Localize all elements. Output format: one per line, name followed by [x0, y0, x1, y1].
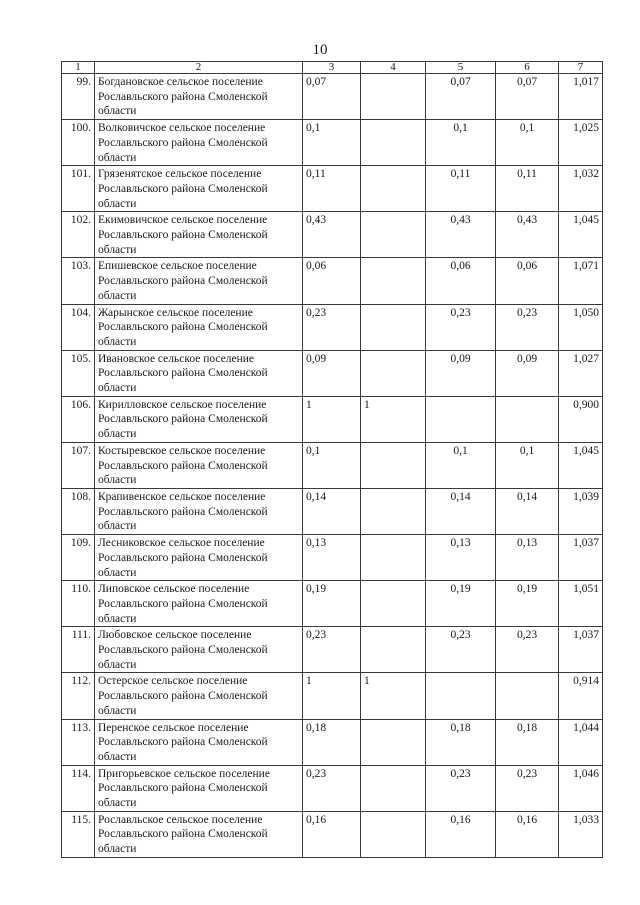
- col-5-value: 0,16: [426, 811, 496, 857]
- col-4-value: [361, 166, 426, 212]
- table-row: [62, 442, 603, 488]
- row-number: 107.: [62, 442, 95, 488]
- row-number: 110.: [62, 581, 95, 627]
- row-number: 99.: [62, 74, 95, 120]
- header-col-6: 6: [496, 62, 559, 74]
- col-6-value: [496, 396, 559, 442]
- col-4-value: [361, 120, 426, 166]
- col-6-value: [496, 673, 559, 719]
- row-number: 114.: [62, 765, 95, 811]
- col-7-value: 1,017: [559, 74, 603, 120]
- settlement-name: Перенское сельское поселение Рославльского района Смоленской области: [95, 719, 303, 765]
- col-5-value: 0,23: [426, 765, 496, 811]
- col-4-value: 1: [361, 673, 426, 719]
- col-6-value: 0,18: [496, 719, 559, 765]
- col-4-value: [361, 765, 426, 811]
- settlement-name: Епишевское сельское поселение Рославльского района Смоленской области: [95, 258, 303, 304]
- table-row: [62, 166, 603, 212]
- col-3-value: 0,06: [303, 258, 361, 304]
- col-6-value: 0,23: [496, 627, 559, 673]
- col-7-value: 1,027: [559, 350, 603, 396]
- settlement-name: Екимовичское сельское поселение Рославльского района Смоленской области: [95, 212, 303, 258]
- table-row: [62, 74, 603, 120]
- col-7-value: 1,046: [559, 765, 603, 811]
- col-3-value: 0,11: [303, 166, 361, 212]
- row-number: 102.: [62, 212, 95, 258]
- col-7-value: 1,071: [559, 258, 603, 304]
- row-number: 112.: [62, 673, 95, 719]
- col-4-value: [361, 442, 426, 488]
- col-5-value: 0,11: [426, 166, 496, 212]
- row-number: 106.: [62, 396, 95, 442]
- header-col-4: 4: [361, 62, 426, 74]
- table-row: [62, 258, 603, 304]
- col-4-value: [361, 258, 426, 304]
- col-5-value: 0,19: [426, 581, 496, 627]
- col-5-value: 0,1: [426, 120, 496, 166]
- col-6-value: 0,09: [496, 350, 559, 396]
- col-7-value: 1,051: [559, 581, 603, 627]
- col-3-value: 1: [303, 396, 361, 442]
- col-3-value: 0,43: [303, 212, 361, 258]
- col-7-value: 1,032: [559, 166, 603, 212]
- col-3-value: 0,09: [303, 350, 361, 396]
- col-3-value: 0,18: [303, 719, 361, 765]
- settlement-name: Богдановское сельское поселение Рославльского района Смоленской области: [95, 74, 303, 120]
- col-4-value: 1: [361, 396, 426, 442]
- table-row: [62, 765, 603, 811]
- col-5-value: 0,23: [426, 304, 496, 350]
- settlement-name: Грязенятское сельское поселение Рославльского района Смоленской области: [95, 166, 303, 212]
- col-7-value: 1,037: [559, 535, 603, 581]
- settlement-name: Кирилловское сельское поселение Рославльского района Смоленской области: [95, 396, 303, 442]
- header-col-5: 5: [426, 62, 496, 74]
- col-3-value: 0,19: [303, 581, 361, 627]
- col-7-value: 1,025: [559, 120, 603, 166]
- col-3-value: 0,1: [303, 442, 361, 488]
- col-5-value: 0,09: [426, 350, 496, 396]
- col-5-value: [426, 673, 496, 719]
- col-5-value: 0,13: [426, 535, 496, 581]
- header-col-7: 7: [559, 62, 603, 74]
- col-7-value: 1,037: [559, 627, 603, 673]
- table-row: [62, 488, 603, 534]
- col-4-value: [361, 719, 426, 765]
- col-4-value: [361, 535, 426, 581]
- settlement-name: Крапивенское сельское поселение Рославльского района Смоленской области: [95, 488, 303, 534]
- table-row: [62, 350, 603, 396]
- col-5-value: 0,07: [426, 74, 496, 120]
- col-5-value: 0,43: [426, 212, 496, 258]
- col-5-value: 0,23: [426, 627, 496, 673]
- col-4-value: [361, 811, 426, 857]
- col-3-value: 1: [303, 673, 361, 719]
- table-row: [62, 673, 603, 719]
- col-7-value: 1,033: [559, 811, 603, 857]
- table-row: [62, 304, 603, 350]
- col-6-value: 0,23: [496, 765, 559, 811]
- col-4-value: [361, 74, 426, 120]
- col-7-value: 0,900: [559, 396, 603, 442]
- col-6-value: 0,14: [496, 488, 559, 534]
- row-number: 108.: [62, 488, 95, 534]
- col-5-value: 0,18: [426, 719, 496, 765]
- table-body: [62, 74, 603, 858]
- col-6-value: 0,11: [496, 166, 559, 212]
- row-number: 101.: [62, 166, 95, 212]
- col-6-value: 0,1: [496, 442, 559, 488]
- row-number: 100.: [62, 120, 95, 166]
- settlement-name: Лесниковское сельское поселение Рославльского района Смоленской области: [95, 535, 303, 581]
- page-number: 10: [312, 42, 328, 58]
- col-4-value: [361, 581, 426, 627]
- col-4-value: [361, 350, 426, 396]
- settlement-name: Пригорьевское сельское поселение Рославльского района Смоленской области: [95, 765, 303, 811]
- table-row: [62, 627, 603, 673]
- col-6-value: 0,23: [496, 304, 559, 350]
- header-col-1: 1: [62, 62, 95, 74]
- col-5-value: 0,06: [426, 258, 496, 304]
- row-number: 111.: [62, 627, 95, 673]
- col-5-value: [426, 396, 496, 442]
- col-6-value: 0,13: [496, 535, 559, 581]
- col-6-value: 0,07: [496, 74, 559, 120]
- settlement-name: Волковичское сельское поселение Рославльского района Смоленской области: [95, 120, 303, 166]
- col-3-value: 0,14: [303, 488, 361, 534]
- col-3-value: 0,23: [303, 304, 361, 350]
- col-7-value: 0,914: [559, 673, 603, 719]
- col-3-value: 0,1: [303, 120, 361, 166]
- table-row: [62, 120, 603, 166]
- col-4-value: [361, 304, 426, 350]
- table-row: [62, 535, 603, 581]
- col-6-value: 0,19: [496, 581, 559, 627]
- col-7-value: 1,039: [559, 488, 603, 534]
- col-6-value: 0,06: [496, 258, 559, 304]
- col-3-value: 0,16: [303, 811, 361, 857]
- row-number: 115.: [62, 811, 95, 857]
- data-table: [61, 61, 603, 858]
- settlement-name: Жарынское сельское поселение Рославльского района Смоленской области: [95, 304, 303, 350]
- col-5-value: 0,14: [426, 488, 496, 534]
- table-row: [62, 396, 603, 442]
- settlement-name: Костыревское сельское поселение Рославльского района Смоленской области: [95, 442, 303, 488]
- col-3-value: 0,13: [303, 535, 361, 581]
- col-6-value: 0,1: [496, 120, 559, 166]
- row-number: 105.: [62, 350, 95, 396]
- col-6-value: 0,16: [496, 811, 559, 857]
- settlement-name: Липовское сельское поселение Рославльского района Смоленской области: [95, 581, 303, 627]
- header-col-3: 3: [303, 62, 361, 74]
- col-4-value: [361, 212, 426, 258]
- table-row: [62, 719, 603, 765]
- header-col-2: 2: [95, 62, 303, 74]
- settlement-name: Рославльское сельское поселение Рославльского района Смоленской области: [95, 811, 303, 857]
- col-3-value: 0,23: [303, 765, 361, 811]
- row-number: 103.: [62, 258, 95, 304]
- row-number: 113.: [62, 719, 95, 765]
- table-row: [62, 811, 603, 857]
- table-row: [62, 581, 603, 627]
- row-number: 104.: [62, 304, 95, 350]
- col-6-value: 0,43: [496, 212, 559, 258]
- col-7-value: 1,045: [559, 442, 603, 488]
- col-3-value: 0,07: [303, 74, 361, 120]
- col-3-value: 0,23: [303, 627, 361, 673]
- col-7-value: 1,045: [559, 212, 603, 258]
- row-number: 109.: [62, 535, 95, 581]
- header-row: [62, 62, 603, 74]
- col-7-value: 1,050: [559, 304, 603, 350]
- col-5-value: 0,1: [426, 442, 496, 488]
- col-4-value: [361, 627, 426, 673]
- col-7-value: 1,044: [559, 719, 603, 765]
- table-row: [62, 212, 603, 258]
- settlement-name: Ивановское сельское поселение Рославльского района Смоленской области: [95, 350, 303, 396]
- settlement-name: Остерское сельское поселение Рославльского района Смоленской области: [95, 673, 303, 719]
- settlement-name: Любовское сельское поселение Рославльского района Смоленской области: [95, 627, 303, 673]
- col-4-value: [361, 488, 426, 534]
